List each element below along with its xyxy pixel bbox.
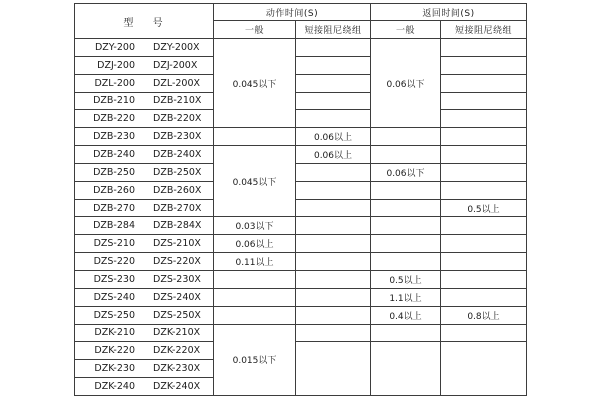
action-short-cell [296,235,371,253]
model-cell [75,360,214,378]
header-action-general: 一般 [214,21,296,39]
model-cell [75,253,214,271]
return-general-cell [371,182,441,200]
model-text: DZS-220X [153,256,201,268]
return-general-cell: 0.4以上 [371,307,441,325]
model-text: DZB-260X [153,184,202,196]
action-short-cell [296,57,371,75]
action-short-cell [296,164,371,182]
model-text: DZB-210 [93,95,135,107]
return-short-cell [441,39,527,57]
action-short-cell [296,325,371,343]
header-model: 型 号 [75,4,214,39]
model-text: DZK-210 [94,327,135,339]
model-text: DZK-240X [153,380,201,392]
return-short-cell [441,217,527,235]
action-general-cell: 0.03以下 [214,217,296,235]
action-short-cell [296,93,371,111]
action-short-cell: 0.06以上 [296,128,371,146]
return-general-cell [371,146,441,164]
model-text: DZK-210X [153,327,201,339]
action-short-cell [296,75,371,93]
model-text: DZS-250 [93,309,135,321]
model-cell [75,146,214,164]
header-return-time: 返回时间(S) [371,4,527,21]
model-text: DZB-220 [93,113,135,125]
model-text: DZS-240X [153,291,201,303]
action-short-cell: 0.06以上 [296,146,371,164]
action-general-cell [214,289,296,307]
return-general-cell [371,325,441,343]
return-general-cell [371,342,441,396]
model-cell [75,289,214,307]
model-text: DZK-230X [153,363,201,375]
model-text: DZB-210X [153,95,202,107]
model-text: DZS-210X [153,238,201,250]
return-short-cell [441,164,527,182]
return-general-cell [371,217,441,235]
return-short-cell: 0.5以上 [441,200,527,218]
header-action-short-damping: 短接阻尼绕组 [296,21,371,39]
action-short-cell [296,253,371,271]
model-text: DZJ-200 [97,59,135,71]
model-text: DZB-270 [93,202,135,214]
action-short-cell [296,289,371,307]
return-short-cell [441,235,527,253]
model-cell [75,110,214,128]
header-return-general: 一般 [371,21,441,39]
return-short-cell [441,342,527,396]
action-short-cell [296,307,371,325]
model-cell [75,307,214,325]
model-cell [75,217,214,235]
return-short-cell [441,146,527,164]
model-text: DZB-284 [93,220,135,232]
model-cell [75,39,214,57]
model-text: DZB-270X [153,202,202,214]
return-short-cell [441,93,527,111]
model-text: DZS-240 [93,291,135,303]
model-text: DZB-220X [153,113,202,125]
model-cell [75,57,214,75]
return-general-cell: 0.06以下 [371,39,441,128]
model-text: DZK-220X [153,345,201,357]
action-short-cell [296,200,371,218]
return-general-cell [371,235,441,253]
action-general-cell: 0.015以下 [214,325,296,396]
action-short-cell [296,217,371,235]
model-text: DZB-240X [153,148,202,160]
model-cell [75,200,214,218]
model-text: DZY-200 [94,41,135,53]
action-short-cell [296,342,371,396]
action-general-cell: 0.045以下 [214,39,296,128]
model-text: DZB-230 [93,131,135,143]
model-text: DZL-200 [94,77,135,89]
action-short-cell [296,271,371,289]
model-text: DZK-240 [94,380,135,392]
action-general-cell [214,307,296,325]
action-general-cell: 0.06以上 [214,235,296,253]
action-general-cell [214,271,296,289]
action-short-cell [296,182,371,200]
action-short-cell [296,39,371,57]
action-general-cell: 0.11以上 [214,253,296,271]
header-action-time: 动作时间(S) [214,4,371,21]
model-text: DZJ-200X [153,59,198,71]
model-text: DZB-230X [153,131,202,143]
return-short-cell [441,289,527,307]
return-short-cell [441,182,527,200]
return-general-cell [371,253,441,271]
model-text: DZS-210 [93,238,135,250]
spec-table [74,3,527,396]
return-short-cell [441,271,527,289]
return-general-cell: 0.06以下 [371,164,441,182]
model-cell [75,128,214,146]
return-short-cell [441,57,527,75]
model-cell [75,75,214,93]
return-short-cell [441,253,527,271]
action-short-cell [296,110,371,128]
return-general-cell: 0.5以上 [371,271,441,289]
model-text: DZB-250 [93,166,135,178]
model-text: DZS-220 [93,256,135,268]
model-text: DZK-230 [94,363,135,375]
return-general-cell: 1.1以上 [371,289,441,307]
return-short-cell [441,75,527,93]
return-short-cell: 0.8以上 [441,307,527,325]
model-cell [75,235,214,253]
model-text: DZS-230 [93,273,135,285]
model-cell [75,164,214,182]
model-text: DZB-284X [153,220,202,232]
action-general-cell [214,128,296,146]
model-cell [75,182,214,200]
model-text: DZY-200X [153,41,200,53]
model-cell [75,342,214,360]
return-general-cell [371,200,441,218]
return-short-cell [441,110,527,128]
model-text: DZB-240 [93,148,135,160]
model-cell [75,93,214,111]
action-general-cell: 0.045以下 [214,146,296,217]
return-short-cell [441,325,527,343]
header-return-short-damping: 短接阻尼绕组 [441,21,527,39]
model-text: DZS-250X [153,309,201,321]
model-cell [75,325,214,343]
model-text: DZB-260 [93,184,135,196]
model-text: DZB-250X [153,166,202,178]
return-general-cell [371,128,441,146]
model-text: DZS-230X [153,273,201,285]
model-text: DZL-200X [153,77,201,89]
return-short-cell [441,128,527,146]
model-cell [75,271,214,289]
model-cell [75,378,214,396]
model-text: DZK-220 [94,345,135,357]
